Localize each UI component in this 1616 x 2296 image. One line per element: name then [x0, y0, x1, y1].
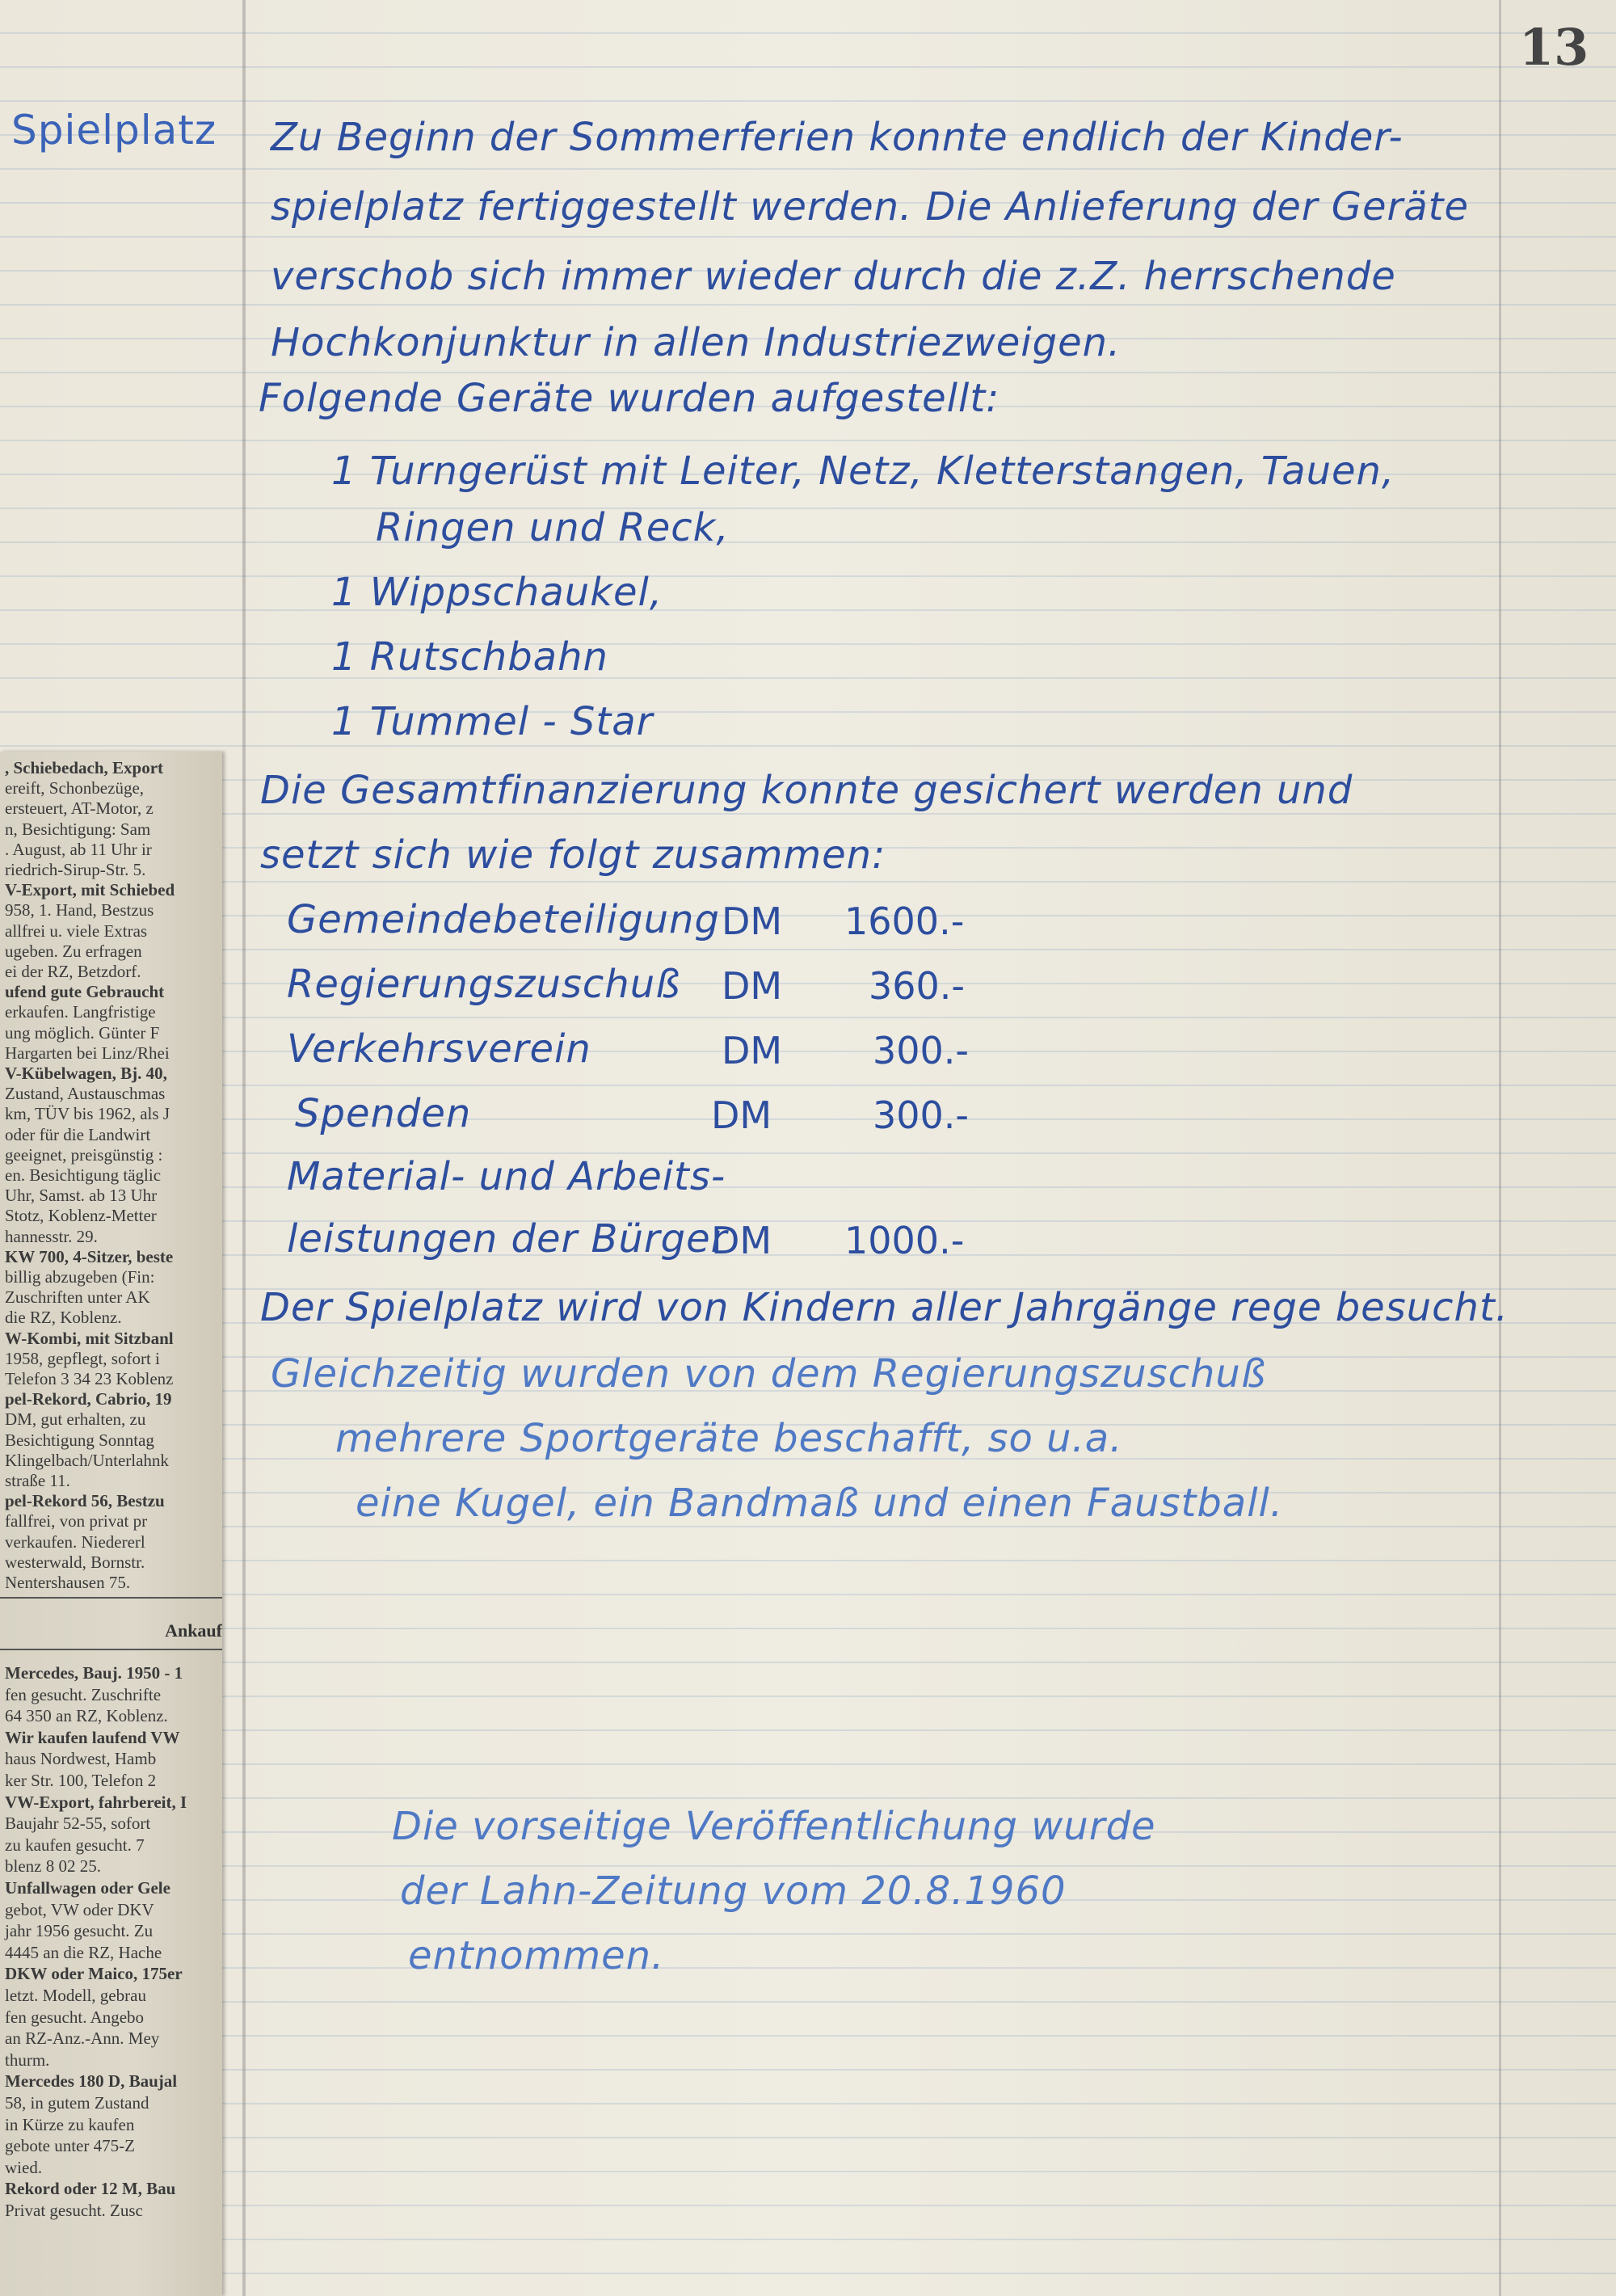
equipment-item: 1 Turngerüst mit Leiter, Netz, Kletterstangen, Tauen,: [331, 449, 1395, 494]
clipping-line: Zuschriften unter AK: [5, 1287, 150, 1308]
clipping-line: ufend gute Gebraucht: [5, 982, 165, 1002]
paragraph1-line: Zu Beginn der Sommerferien konnte endlich der Kinder-: [271, 115, 1403, 160]
clipping-line: DM, gut erhalten, zu: [5, 1409, 146, 1430]
newspaper-clipping: [0, 752, 222, 2296]
clipping-line: Uhr, Samst. ab 13 Uhr: [5, 1186, 158, 1206]
note-line: entnommen.: [408, 1933, 665, 1978]
clipping-line: pel-Rekord 56, Bestzu: [5, 1491, 165, 1511]
clipping-line: 958, 1. Hand, Bestzus: [5, 900, 154, 921]
financing-label: leistungen der Bürger: [287, 1216, 728, 1262]
clipping-line: in Kürze zu kaufen: [5, 2114, 135, 2134]
clipping-line: die RZ, Koblenz.: [5, 1308, 122, 1328]
clipping-line: Baujahr 52-55, sofort: [5, 1814, 151, 1834]
financing-amount: 1000.-: [844, 1219, 965, 1262]
clipping-line: gebot, VW oder DKV: [5, 1899, 154, 1919]
clipping-rule: [0, 1649, 222, 1650]
financing-amount: 300.-: [873, 1029, 970, 1072]
clipping-line: Telefon 3 34 23 Koblenz: [5, 1369, 174, 1388]
equipment-item: 1 Rutschbahn: [331, 634, 608, 680]
margin-rule: [242, 0, 246, 2296]
financing-intro-line: setzt sich wie folgt zusammen:: [260, 832, 886, 878]
right-margin-rule: [1499, 0, 1501, 2296]
clipping-line: . August, ab 11 Uhr ir: [5, 839, 152, 859]
clipping-line: an RZ-Anz.-Ann. Mey: [5, 2028, 160, 2049]
clipping-line: ersteuert, AT-Motor, z: [5, 798, 154, 819]
clipping-line: en. Besichtigung täglic: [5, 1165, 162, 1185]
clipping-line: V-Export, mit Schiebed: [5, 880, 175, 900]
clipping-line: 4445 an die RZ, Hache: [5, 1942, 162, 1962]
equipment-item: 1 Wippschaukel,: [331, 570, 663, 615]
clipping-rule: [0, 1597, 222, 1599]
clipping-line: n, Besichtigung: Sam: [5, 819, 151, 839]
financing-amount: 360.-: [869, 964, 966, 1008]
clipping-line: , Schiebedach, Export: [5, 758, 164, 777]
clipping-line: Besichtigung Sonntag: [5, 1430, 154, 1450]
clipping-line: Mercedes 180 D, Baujal: [5, 2071, 178, 2092]
clipping-line: Unfallwagen oder Gele: [5, 1878, 170, 1898]
clipping-line: 1958, gepflegt, sofort i: [5, 1348, 160, 1368]
financing-currency: DM: [711, 1219, 772, 1262]
clipping-line: thurm.: [5, 2050, 50, 2070]
clipping-line: allfrei u. viele Extras: [5, 921, 148, 941]
equipment-item: 1 Tummel - Star: [331, 699, 654, 744]
financing-currency: DM: [722, 1029, 783, 1072]
clipping-line: zu kaufen gesucht. 7: [5, 1835, 145, 1855]
clipping-line: billig abzugeben (Fin:: [5, 1267, 155, 1287]
paragraph1-line: Hochkonjunktur in allen Industriezweigen.: [271, 320, 1122, 365]
clipping-heading: Ankauf: [165, 1620, 222, 1641]
financing-label: Gemeindebeteiligung: [287, 897, 720, 942]
clipping-line: KW 700, 4-Sitzer, beste: [5, 1246, 174, 1266]
clipping-line: Mercedes, Bauj. 1950 - 1: [5, 1663, 183, 1683]
clipping-line: 58, in gutem Zustand: [5, 2093, 149, 2113]
clipping-line: km, TÜV bis 1962, als J: [5, 1104, 170, 1124]
clipping-line: VW-Export, fahrbereit, I: [5, 1792, 187, 1812]
note-line: der Lahn-Zeitung vom 20.8.1960: [400, 1868, 1067, 1914]
clipping-line: blenz 8 02 25.: [5, 1856, 101, 1877]
financing-label: Regierungszuschuß: [287, 962, 681, 1007]
clipping-line: ker Str. 100, Telefon 2: [5, 1771, 157, 1790]
clipping-line: riedrich-Sirup-Str. 5.: [5, 860, 146, 879]
clipping-line: erkaufen. Langfristige: [5, 1002, 156, 1022]
equipment-intro: Folgende Geräte wurden aufgestellt:: [259, 376, 1000, 421]
paragraph2-line: eine Kugel, ein Bandmaß und einen Faustball.: [356, 1481, 1284, 1526]
paragraph1-line: spielplatz fertiggestellt werden. Die Anlieferung der Geräte: [271, 184, 1470, 230]
financing-intro-line: Die Gesamtfinanzierung konnte gesichert werden und: [260, 768, 1353, 813]
clipping-line: Privat gesucht. Zusc: [5, 2201, 143, 2220]
paragraph2-line: Der Spielplatz wird von Kindern aller Jahrgänge rege besucht.: [260, 1285, 1509, 1330]
financing-amount: 300.-: [873, 1093, 970, 1137]
clipping-line: ugeben. Zu erfragen: [5, 941, 142, 961]
page-number: 13: [1519, 18, 1589, 77]
clipping-line: ei der RZ, Betzdorf.: [5, 962, 141, 981]
clipping-line: Stotz, Koblenz-Metter: [5, 1206, 157, 1226]
clipping-line: wied.: [5, 2157, 43, 2177]
financing-label: Verkehrsverein: [287, 1026, 591, 1072]
clipping-line: Rekord oder 12 M, Bau: [5, 2179, 176, 2199]
margin-label: Spielplatz: [11, 107, 217, 154]
financing-amount: 1600.-: [844, 899, 965, 943]
clipping-line: W-Kombi, mit Sitzbanl: [5, 1328, 174, 1348]
clipping-line: fen gesucht. Angebo: [5, 2007, 145, 2027]
clipping-line: geeignet, preisgünstig :: [5, 1144, 163, 1165]
financing-currency: DM: [722, 899, 783, 943]
clipping-line: 64 350 an RZ, Koblenz.: [5, 1706, 168, 1726]
clipping-line: ereift, Schonbezüge,: [5, 778, 145, 798]
paragraph2-line: Gleichzeitig wurden von dem Regierungszuschuß: [271, 1351, 1267, 1397]
clipping-line: straße 11.: [5, 1471, 70, 1490]
paragraph1-line: verschob sich immer wieder durch die z.Z. herrschende: [271, 254, 1396, 299]
paragraph2-line: mehrere Sportgeräte beschafft, so u.a.: [335, 1416, 1123, 1461]
clipping-line: verkaufen. Niedererl: [5, 1531, 145, 1552]
clipping-line: DKW oder Maico, 175er: [5, 1964, 183, 1984]
clipping-line: V-Kübelwagen, Bj. 40,: [5, 1064, 167, 1083]
clipping-line: Klingelbach/Unterlahnk: [5, 1450, 169, 1470]
clipping-line: fen gesucht. Zuschrifte: [5, 1684, 162, 1704]
note-line: Die vorseitige Veröffentlichung wurde: [392, 1804, 1156, 1849]
clipping-line: fallfrei, von privat pr: [5, 1511, 148, 1531]
clipping-line: westerwald, Bornstr.: [5, 1552, 145, 1572]
equipment-item: Ringen und Reck,: [376, 505, 730, 550]
clipping-line: pel-Rekord, Cabrio, 19: [5, 1389, 172, 1409]
clipping-line: oder für die Landwirt: [5, 1124, 151, 1144]
clipping-line: haus Nordwest, Hamb: [5, 1749, 157, 1769]
clipping-line: gebote unter 475-Z: [5, 2136, 135, 2156]
clipping-line: Zustand, Austauschmas: [5, 1084, 166, 1104]
clipping-line: letzt. Modell, gebrau: [5, 1986, 146, 2005]
clipping-line: Hargarten bei Linz/Rhei: [5, 1043, 170, 1063]
clipping-line: hannesstr. 29.: [5, 1226, 98, 1246]
clipping-line: Wir kaufen laufend VW: [5, 1727, 180, 1747]
clipping-line: jahr 1956 gesucht. Zu: [5, 1921, 154, 1941]
financing-label: Material- und Arbeits-: [287, 1154, 726, 1199]
financing-currency: DM: [711, 1093, 772, 1137]
financing-currency: DM: [722, 964, 783, 1008]
financing-label: Spenden: [295, 1091, 472, 1136]
clipping-line: ung möglich. Günter F: [5, 1022, 160, 1043]
clipping-line: Nentershausen 75.: [5, 1573, 131, 1592]
